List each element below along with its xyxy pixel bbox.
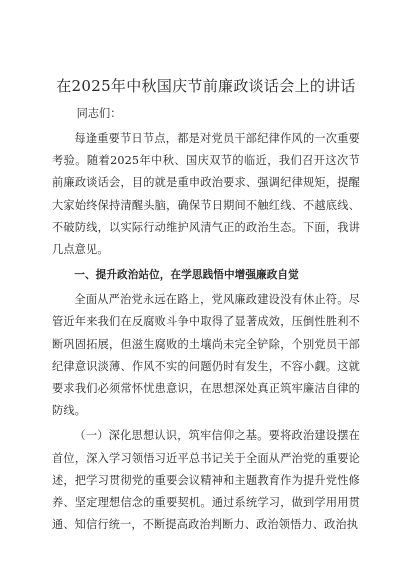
section-paragraph: 全面从严治党永远在路上，党风廉政建设没有休止符。尽管近年来我们在反腐败斗争中取得了显著成效，压倒性胜利不断巩固拓展，但滋生腐败的土壤尚未完全铲除，个别党员干部纪律意识淡薄、作风不实的问题仍时有发生，不容小觑。这就要求我们必须常怀忧患意识，在思想深处真正筑牢廉洁自律的防线。	[52, 293, 360, 418]
salutation: 同志们：	[76, 107, 122, 120]
section-heading: 一、提升政治站位，在学思践悟中增强廉政自觉	[74, 269, 299, 282]
subsection-paragraph: （一）深化思想认识，筑牢信仰之基。要将政治建设摆在首位，深入学习领悟习近平总书记关于全面从严治党的重要论述，把学习贯彻党的重要会议精神和主题教育作为提升党性修养、坚定理想信念的重要契机。通过系统学习，做到学用用贯通、知信行统一，不断提高政治判断力、政治领悟力、政治执	[52, 429, 360, 532]
intro-paragraph: 每逢重要节日节点，都是对党员干部纪律作风的一次重要考验。随着2025年中秋、国庆双节的临近，我们召开这次节前廉政谈话会，目的就是重申政治要求、强调纪律规矩，提醒大家始终保持清醒头脑，确保节日期间不触红线、不越底线、不破防线，以实际行动维护风清气正的政治生态。下面，我讲几点意见。	[52, 132, 360, 257]
document-title: 在2025年中秋国庆节前廉政谈话会上的讲话	[56, 77, 356, 95]
